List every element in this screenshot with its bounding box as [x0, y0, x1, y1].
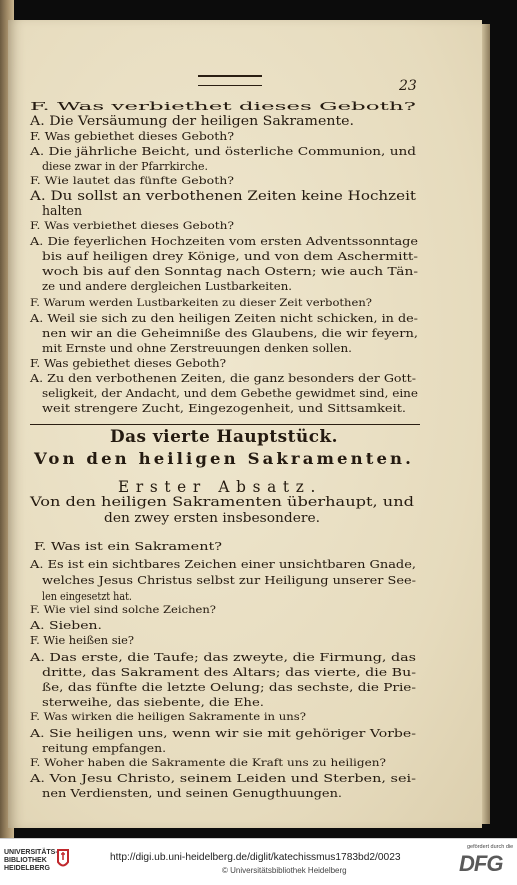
- text-line: A. Sie heiligen uns, wenn wir sie mit gehöriger Vorbe-: [30, 727, 416, 740]
- library-seal-icon: [56, 848, 70, 870]
- copyright-notice: © Universitätsbibliothek Heidelberg: [222, 866, 347, 875]
- text-line: A. Die Versäumung der heiligen Sakramente.: [30, 114, 354, 129]
- text-line: halten: [42, 204, 82, 219]
- text-line: diese zwar in der Pfarrkirche.: [42, 160, 208, 173]
- permalink-url[interactable]: http://digi.ub.uni-heidelberg.de/diglit/katechissmus1783bd2/0023: [110, 852, 401, 863]
- text-line: A. Das erste, die Taufe; das zweyte, die Firmung, das: [30, 651, 416, 664]
- text-line: len eingesetzt hat.: [42, 590, 132, 603]
- page-edge: [482, 24, 490, 824]
- viewer-footer: [0, 838, 517, 885]
- text-line: A. Sieben.: [30, 619, 102, 632]
- text-line: F. Was wirken die heiligen Sakramente in uns?: [30, 712, 306, 723]
- section-divider: [30, 424, 420, 425]
- text-line: F. Wie heißen sie?: [30, 634, 134, 647]
- text-line: F. Was verbiethet dieses Geboth?: [30, 100, 417, 113]
- text-line: reitung empfangen.: [42, 742, 166, 755]
- text-line: F. Was gebiethet dieses Geboth?: [30, 357, 226, 370]
- text-line: Von den heiligen Sakramenten.: [34, 449, 414, 468]
- text-line: F. Was ist ein Sakrament?: [34, 540, 222, 553]
- text-line: A. Du sollst an verbothenen Zeiten keine Hochzeit: [30, 189, 416, 204]
- text-line: weit strengere Zucht, Eingezogenheit, und Sittsamkeit.: [42, 402, 406, 415]
- text-line: ße, das fünfte die letzte Oelung; das sechste, die Prie-: [42, 681, 416, 694]
- funder-prefix: gefördert durch die: [467, 844, 514, 850]
- text-line: woch bis auf den Sonntag nach Ostern; wie auch Tän-: [42, 265, 418, 278]
- text-line: A. Es ist ein sichtbares Zeichen einer unsichtbaren Gnade,: [30, 558, 416, 571]
- header-ornament: [198, 75, 262, 86]
- text-line: F. Warum werden Lustbarkeiten zu dieser Zeit verbothen?: [30, 298, 372, 309]
- text-line: A. Die jährliche Beicht, und österliche Communion, und: [30, 145, 417, 158]
- text-line: mit Ernste und ohne Zerstreuungen denken sollen.: [42, 342, 352, 355]
- text-line: bis auf heiligen drey Könige, und von dem Aschermitt-: [42, 250, 418, 263]
- text-line: A. Zu den verbothenen Zeiten, die ganz besonders der Gott-: [30, 372, 416, 385]
- text-line: A. Die feyerlichen Hochzeiten vom ersten Adventssonntage: [30, 235, 418, 248]
- text-line: A. Von Jesu Christo, seinem Leiden und Sterben, sei-: [30, 772, 416, 785]
- text-line: Erster Absatz.: [118, 477, 322, 496]
- text-line: nen wir an die Geheimniße des Glaubens, die wir feyern,: [42, 327, 418, 340]
- text-line: ze und andere dergleichen Lustbarkeiten.: [42, 280, 292, 293]
- text-line: dritte, das Sakrament des Altars; das vierte, die Bu-: [42, 666, 416, 679]
- text-line: F. Was gebiethet dieses Geboth?: [30, 130, 234, 143]
- text-line: F. Wie viel sind solche Zeichen?: [30, 605, 216, 616]
- text-line: nen Verdiensten, und seinen Genugthuungen.: [42, 787, 342, 800]
- text-line: welches Jesus Christus selbst zur Heiligung unserer See-: [42, 574, 416, 587]
- text-line: F. Woher haben die Sakramente die Kraft uns zu heiligen?: [30, 758, 386, 769]
- text-line: Das vierte Hauptstück.: [110, 427, 338, 447]
- text-line: F. Wie lautet das fünfte Geboth?: [30, 176, 234, 187]
- text-line: sterweihe, das siebente, die Ehe.: [42, 696, 264, 709]
- library-logo: UNIVERSITÄTS- BIBLIOTHEK HEIDELBERG: [4, 849, 58, 872]
- text-line: den zwey ersten insbesondere.: [104, 511, 320, 526]
- text-line: seligkeit, der Andacht, und dem Gebethe gewidmet sind, eine: [42, 387, 418, 400]
- page-number: 23: [399, 78, 417, 94]
- text-line: F. Was verbiethet dieses Geboth?: [30, 221, 234, 232]
- text-line: A. Weil sie sich zu den heiligen Zeiten nicht schicken, in de-: [30, 312, 418, 325]
- text-line: Von den heiligen Sakramenten überhaupt, und: [30, 495, 414, 510]
- dfg-logo: DFG: [459, 851, 503, 876]
